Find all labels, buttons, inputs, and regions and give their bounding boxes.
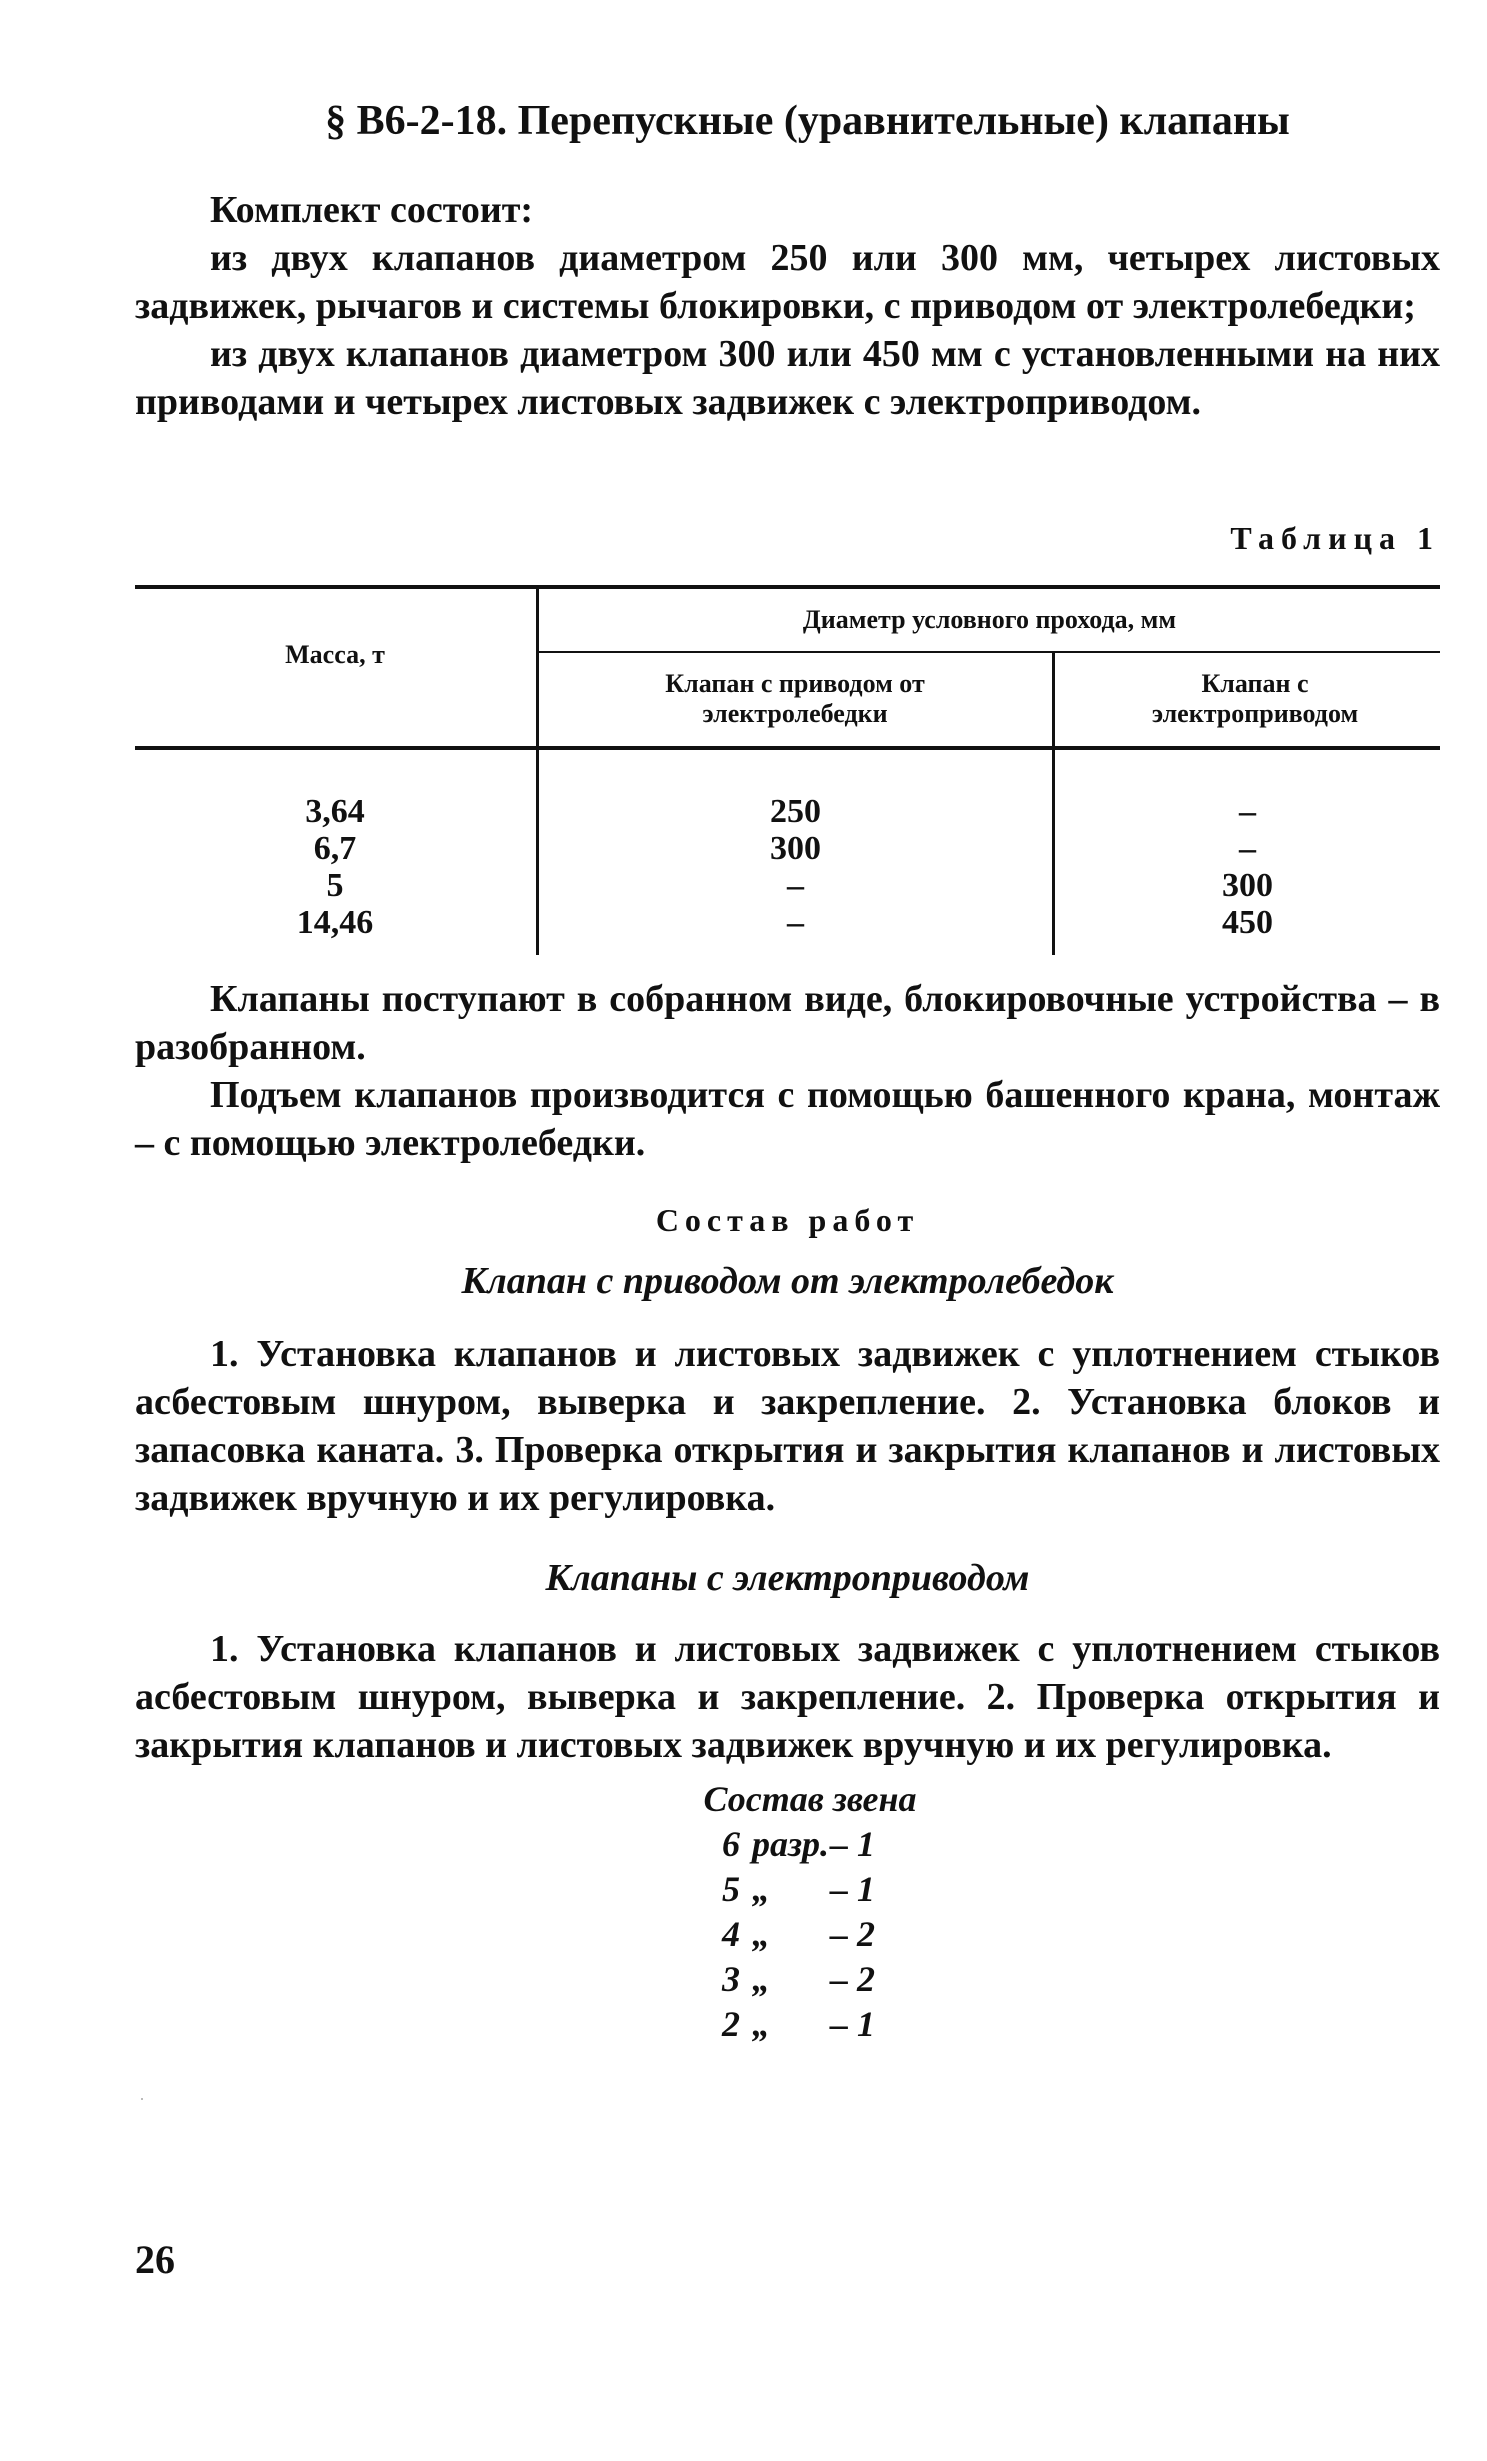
set-composition xyxy=(135,186,1440,426)
crew-grade: 2 xyxy=(722,2004,740,2044)
crew-grade: 6 xyxy=(722,1824,740,1864)
crew-count: – 1 xyxy=(830,1869,875,1909)
mass-cell: 3,64 xyxy=(305,793,365,830)
subheading-electric: Клапаны с электроприводом xyxy=(545,1557,1030,1599)
mass-cell: 6,7 xyxy=(313,830,357,867)
crew-grade: 5 xyxy=(722,1869,740,1909)
crew-unit: „ xyxy=(752,2004,770,2044)
scan-speck xyxy=(141,2098,143,2100)
crew-grade: 3 xyxy=(722,1959,740,1999)
winch-column xyxy=(539,793,1052,941)
crew-unit: разр. xyxy=(752,1824,830,1864)
crew-row xyxy=(680,1867,940,1912)
crew-composition xyxy=(680,1777,940,2047)
set-item-1: из двух клапанов диаметром 250 или 300 мм, четырех листовых задвижек, рычагов и системы блокировки, с приводом от электролебедки; xyxy=(135,237,1440,327)
header-col-electric: Клапан с электроприводом xyxy=(1151,669,1359,728)
section-title: § В6-2-18. Перепускные (уравнительные) клапаны xyxy=(325,98,1290,144)
crew-row xyxy=(680,1957,940,2002)
mass-cell: 5 xyxy=(326,867,344,904)
set-lead: Комплект состоит: xyxy=(210,189,534,231)
table-caption: Таблица 1 xyxy=(1230,520,1440,556)
work-text-electric xyxy=(135,1625,1440,1769)
table-top-rule xyxy=(135,585,1440,589)
electric-cell: 300 xyxy=(1222,867,1273,904)
header-mid-rule xyxy=(537,651,1440,653)
mass-column xyxy=(135,793,535,941)
header-mass: Масса, т xyxy=(285,640,385,669)
note-lifting: Подъем клапанов производится с помощью башенного крана, монтаж – с помощью электролебедки. xyxy=(135,1074,1440,1164)
crew-unit: „ xyxy=(752,1869,770,1909)
crew-title: Состав звена xyxy=(703,1779,917,1819)
page-number: 26 xyxy=(135,2237,175,2282)
crew-count: – 1 xyxy=(830,2004,875,2044)
crew-count: – 2 xyxy=(830,1914,875,1954)
set-item-2: из двух клапанов диаметром 300 или 450 мм с установленными на них приводами и четырех листовых задвижек с электроприводом. xyxy=(135,333,1440,423)
header-bottom-rule xyxy=(135,746,1440,750)
crew-row xyxy=(680,2002,940,2047)
crew-unit: „ xyxy=(752,1914,770,1954)
data-table xyxy=(135,585,1440,955)
crew-count: – 2 xyxy=(830,1959,875,1999)
crew-row xyxy=(680,1822,940,1867)
work-paragraph: 1. Установка клапанов и листовых задвижек с уплотнением стыков асбестовым шнуром, выверка и закрепление. 2. Проверка открытия и закрытия клапанов и листовых задвижек вручную и их регулировка. xyxy=(135,1628,1440,1766)
winch-cell: – xyxy=(787,867,804,904)
electric-cell: – xyxy=(1239,830,1256,867)
winch-cell: 250 xyxy=(770,793,821,830)
crew-unit: „ xyxy=(752,1959,770,1999)
work-paragraph: 1. Установка клапанов и листовых задвижек с уплотнением стыков асбестовым шнуром, выверка и закрепление. 2. Установка блоков и запасовка каната. 3. Проверка открытия и закрытия клапанов и листовых задвижек вручную и их регулировка. xyxy=(135,1333,1440,1519)
header-col-winch: Клапан с приводом от электролебедки xyxy=(665,669,925,728)
subheading-winch: Клапан с приводом от электролебедок xyxy=(461,1260,1114,1302)
work-heading: Состав работ xyxy=(655,1202,920,1238)
electric-column xyxy=(1055,793,1440,941)
note-delivery: Клапаны поступают в собранном виде, блокировочные устройства – в разобранном. xyxy=(135,978,1440,1068)
winch-cell: – xyxy=(787,904,804,941)
crew-grade: 4 xyxy=(722,1914,740,1954)
work-text-winch xyxy=(135,1330,1440,1522)
header-diameter: Диаметр условного прохода, мм xyxy=(802,605,1177,634)
notes xyxy=(135,975,1440,1167)
winch-cell: 300 xyxy=(770,830,821,867)
mass-cell: 14,46 xyxy=(296,904,374,941)
electric-cell: 450 xyxy=(1222,904,1273,941)
electric-cell: – xyxy=(1239,793,1256,830)
crew-count: – 1 xyxy=(830,1824,875,1864)
crew-row xyxy=(680,1912,940,1957)
